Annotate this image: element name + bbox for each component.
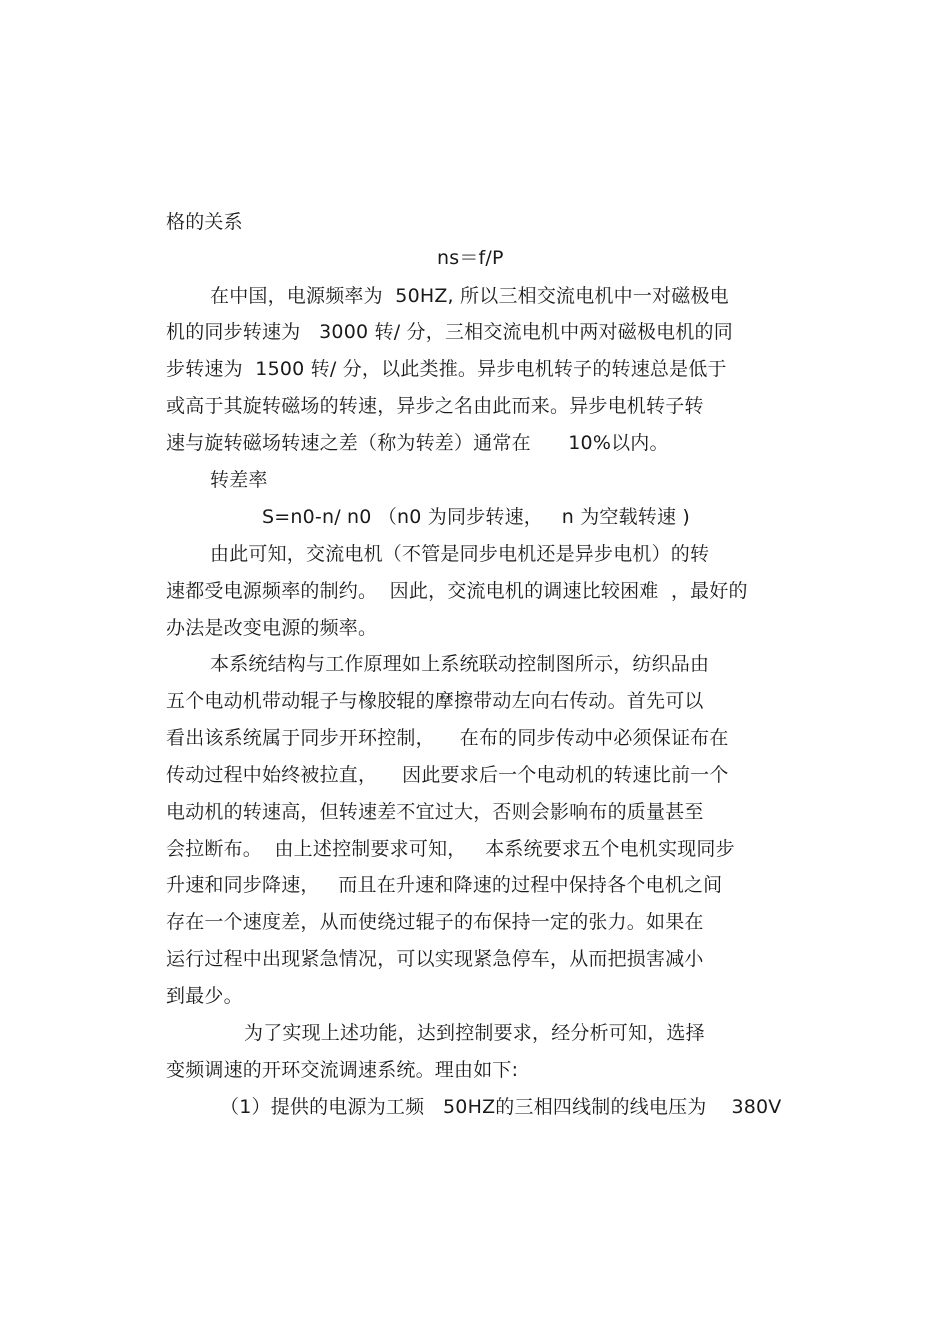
formula-line: ns＝f/P	[437, 247, 504, 269]
text-line: 转差率	[210, 469, 268, 491]
text-line: 在中国，电源频率为 50HZ, 所以三相交流电机中一对磁极电	[210, 285, 729, 307]
text-line: 看出该系统属于同步开环控制， 在布的同步传动中必须保证布在	[166, 727, 729, 749]
text-line: （1）提供的电源为工频 50HZ的三相四线制的线电压为 380V	[220, 1096, 782, 1118]
text-line: 速与旋转磁场转速之差（称为转差）通常在 10%以内。	[166, 432, 669, 454]
text-line: 到最少。	[166, 985, 243, 1007]
text-line: 格的关系	[166, 211, 243, 233]
text-line: 机的同步转速为 3000 转/ 分，三相交流电机中两对磁极电机的同	[166, 321, 733, 343]
text-line: 变频调速的开环交流调速系统。理由如下:	[166, 1059, 519, 1081]
text-line: 五个电动机带动辊子与橡胶辊的摩擦带动左向右传动。首先可以	[166, 690, 704, 712]
text-line: 本系统结构与工作原理如上系统联动控制图所示，纺织品由	[210, 653, 710, 675]
text-line: 办法是改变电源的频率。	[166, 617, 378, 639]
text-line: 步转速为 1500 转/ 分，以此类推。异步电机转子的转速总是低于	[166, 358, 727, 380]
text-line: 运行过程中出现紧急情况，可以实现紧急停车，从而把损害减小	[166, 948, 704, 970]
text-line: 或高于其旋转磁场的转速，异步之名由此而来。异步电机转子转	[166, 395, 704, 417]
text-line: 速都受电源频率的制约。 因此，交流电机的调速比较困难 ，最好的	[166, 580, 748, 602]
text-line: 传动过程中始终被拉直， 因此要求后一个电动机的转速比前一个	[166, 764, 729, 786]
text-line: 为了实现上述功能，达到控制要求，经分析可知，选择	[244, 1022, 705, 1044]
formula-line: S=n0-n/ n0 （n0 为同步转速， n 为空载转速 )	[262, 506, 691, 528]
text-line: 电动机的转速高，但转速差不宜过大，否则会影响布的质量甚至	[166, 801, 704, 823]
text-line: 会拉断布。 由上述控制要求可知， 本系统要求五个电机实现同步	[166, 838, 735, 860]
text-line: 升速和同步降速， 而且在升速和降速的过程中保持各个电机之间	[166, 874, 723, 896]
text-line: 存在一个速度差，从而使绕过辊子的布保持一定的张力。如果在	[166, 911, 704, 933]
text-line: 由此可知，交流电机（不管是同步电机还是异步电机）的转	[210, 543, 710, 565]
